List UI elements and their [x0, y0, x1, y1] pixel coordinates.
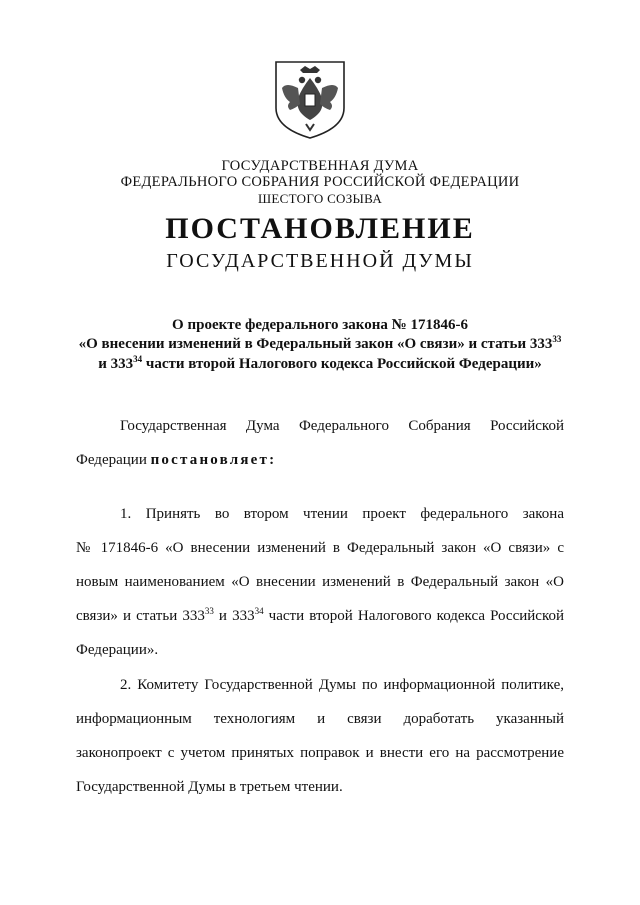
item2-line-4: Государственной Думы в третьем чтении. — [76, 779, 343, 795]
header-line-2: ФЕДЕРАЛЬНОГО СОБРАНИЯ РОССИЙСКОЙ ФЕДЕРАЦИИ — [120, 174, 520, 190]
item1-line-5: Федерации». — [76, 642, 159, 658]
item2-line-3: законопроект с учетом принятых поправок и внести его на рассмотрение — [76, 745, 564, 761]
subject-line-1: О проекте федерального закона № 171846-6 — [172, 317, 468, 333]
item1-line-1: 1. Принять во втором чтении проект федерального закона — [120, 506, 564, 522]
preamble-line-2: Федерации постановляет: — [76, 452, 277, 468]
document-subtitle: ГОСУДАРСТВЕННОЙ ДУМЫ — [166, 250, 474, 272]
subject-line-2: «О внесении изменений в Федеральный закон «О связи» и статьи $333^{33}$ — [78, 334, 562, 352]
header-line-3: ШЕСТОГО СОЗЫВА — [257, 191, 383, 206]
item1-line-2: № 171846-6 «О внесении изменений в Федеральный закон «О связи» с — [76, 540, 564, 556]
preamble-line-1: Государственная Дума Федерального Собрания Российской — [120, 418, 564, 434]
coat-of-arms-emblem — [272, 58, 348, 140]
document-title: ПОСТАНОВЛЕНИЕ — [165, 212, 475, 245]
header-line-1: ГОСУДАРСТВЕННАЯ ДУМА — [221, 158, 419, 174]
subject-line-3: и $333^{34}$ части второй Налогового кодекса Российской Федерации» — [98, 354, 542, 372]
item1-line-3: новым наименованием «О внесении изменений в Федеральный закон «О — [76, 574, 564, 590]
item2-line-2: информационным технологиям и связи доработать указанный — [76, 711, 564, 727]
russian-coat-of-arms-icon — [272, 58, 348, 140]
item1-line-4: связи» и статьи $333^{33}$ и $333^{34}$ части второй Налогового кодекса Российской — [76, 606, 565, 624]
item2-line-1: 2. Комитету Государственной Думы по информационной политике, — [120, 677, 564, 693]
